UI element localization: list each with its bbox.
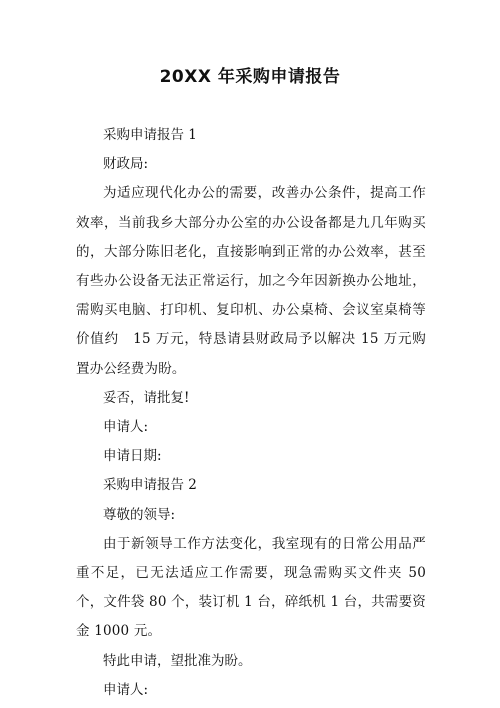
report-2-body: 由于新领导工作方法变化，我室现有的日常公用品严重不足，已无法适应工作需要，现急需购买文件夹 50 个，文件袋 80 个，装订机 1 台，碎纸机 1 台，共需要资金 1000 元。 [76,535,426,640]
report-1-heading: 采购申请报告 1 [103,127,197,143]
report-1-body: 为适应现代化办公的需要，改善办公条件，提高工作效率，当前我乡大部分办公室的办公设备都是九几年购买的，大部分陈旧老化，直接影响到正常的办公效率，甚至有些办公设备无法正常运行，加之今年因新换办公地址，需购买电脑、打印机、复印机、办公桌椅、会议室桌椅等价值约 15 万元，特恳请县财政局予以解决 15 万元购置办公经费为盼。 [76,185,426,377]
report-1-date-label: 申请日期: [103,448,162,465]
report-1-request-line: 妥否，请批复! [103,389,190,406]
report-2-closing: 特此申请，望批准为盼。 [103,652,252,669]
report-1-salutation: 财政局: [103,156,149,173]
report-2-heading: 采购申请报告 2 [103,477,197,494]
document-title: 20XX 年采购申请报告 [159,67,341,87]
report-2-salutation: 尊敬的领导: [103,506,176,523]
report-2-applicant-label: 申请人: [103,681,149,698]
report-1-applicant-label: 申请人: [103,419,149,436]
document-body [76,121,426,705]
